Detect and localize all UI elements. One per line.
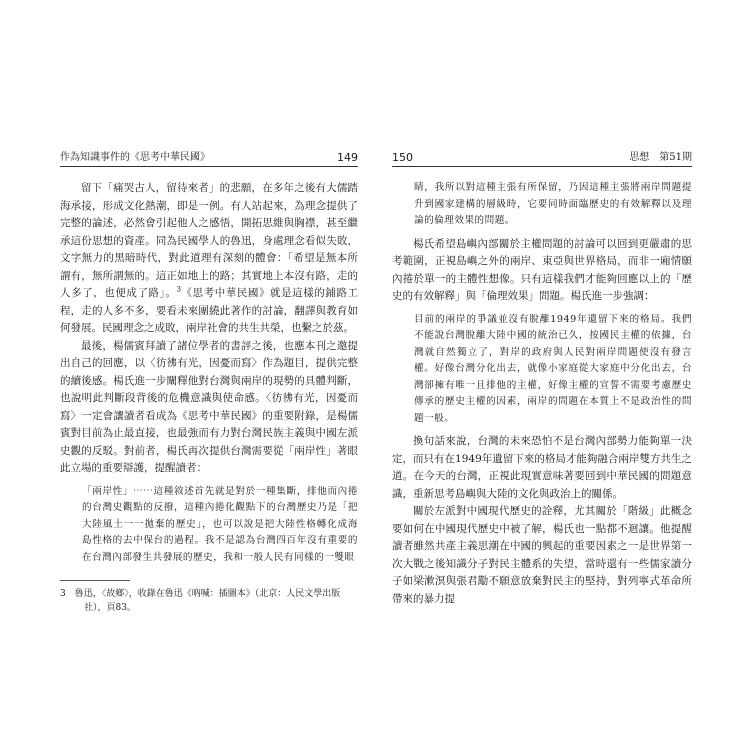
left-block-quote: 「兩岸性」⋯⋯這種敘述首先就是對於一種集斷，排他而內捲的台灣史觀點的反撥，這種內捲化觀點下的台灣歷史乃是「把大陸風土一一拋棄的歷史」，也可以說是把大陸性格轉化成海島性格的去中保台的過程。我不是認為台灣四百年沒有重要的在台灣內部發生共發展的歷史，我和一般人民有同樣的一雙眼 [82, 485, 358, 563]
right-paragraph-3: 關於左派對中國現代歷史的詮釋，尤其關於「階級」此概念要如何在中國現代歷史中被了解，楊氏也一點都不迴讓。他提醒讀者雖然共產主義思潮在中國的興起的重要因素之一是世界第一次大戰之後知識分子對民主體系的失望，當時還有一些儒家讀分子如梁漱溟與張君勱不願意放棄對民主的堅持，對列寧式革命所帶來的暴力提 [392, 505, 692, 605]
left-paragraph-1-end: 《思考中華民國》就是這樣的鋪路工程，走的人多不多，要看未來團繞此著作的討論，翻譯與教育如何發展。民國理念之成敗，兩岸社會的共生共榮，也繫之於茲。 [60, 287, 359, 334]
right-page-number: 150 [392, 151, 413, 164]
left-page [60, 150, 359, 613]
right-page [392, 150, 692, 605]
left-paragraph-1-text: 留下「痛哭古人，留待來者」的悲願，在多年之後有大儒踏海承接，形成文化熱潮，即是一例。有人站起來，為理念提供了完整的論述，必然會引起他人之感悟，開拓思維與胸襟，甚至繼承這份思想的資產。同為民國學人的魯迅，身處理念看似失敗，文字無力的黑暗時代，對此道理有深刻的體會：「希望是無本所謂有，無所謂無的。這正如地上的路；其實地上本沒有路，走的人多了，也便成了路」。 [60, 182, 358, 299]
footnote-divider [60, 580, 130, 581]
right-block-quote: 目前的兩岸的爭議並沒有脫離1949年遺留下來的格局。我們不能說台灣脫離大陸中國的統治已久，按國民主權的依據，台灣就自然獨立了，對岸的政府與人民對兩岸問題使沒有發言權。好像台灣分化出去，就像小家庭從大家庭中分化出去，台灣卻擁有唯一且排他的主權，好像主權的宣誓不需要考慮歷史傳承的歷史主權的因素，兩岸的問題在本質上不是政治性的問題一般。 [414, 313, 692, 424]
right-header-title: 思想 第51期 [629, 152, 692, 163]
right-paragraph-1: 楊氏希望島嶼內部關於主權問題的討論可以回到更嚴肅的思考範圍，正視島嶼之外的兩岸、東亞與世界格局，而非一廂情願內捲於單一的主體性想像。只有這樣我們才能夠回應以上的「歷史的有效解釋」與「倫理效果」問題。楊氏進一步強調： [392, 237, 692, 302]
right-quote-continuation: 睛，我所以對這種主張有所保留，乃因這種主張將兩岸問題提升到國家建構的層級時，它要同時面臨歷史的有效解釋以及理論的倫理效果的問題。 [414, 182, 692, 226]
right-page-header [392, 150, 692, 167]
left-header-title: 作為知識事件的《思考中華民國》 [60, 152, 210, 163]
left-paragraph-2: 最後，楊儒賓拜讀了諸位學者的書評之後，也應本刊之邀提出自己的回應，以〈彷彿有光，因憂而寫〉作為題目，提供完整的續後感。楊氏進一步闡釋他對台灣與兩岸的現勢的具體判斷，也說明此判斷段背後的危機意識與使命感。〈彷彿有光，因憂而寫〉一定會讓讀者看成為《思考中華民國》的重要附錄，是楊儒賓對目前為止最直接，也最強而有力對台灣民族主義與中國左派史觀的反駁。對前者，楊氏再次提供台灣需要從「兩岸性」著眼此立場的重要辯護，提醒讀者： [60, 339, 358, 474]
left-body [60, 180, 358, 615]
left-page-number: 149 [337, 151, 358, 164]
footnote-reference: 3 [176, 285, 181, 294]
footnote-3: 3 魯迅，〈故鄉〉，收錄在魯迅《吶喊：插圖本》（北京：人民文學出版社），頁83。 [60, 589, 341, 613]
left-page-header [60, 150, 358, 167]
right-body [392, 180, 692, 608]
right-paragraph-2: 換句話來說，台灣的未來恐怕不是台灣內部勢力能夠單一決定，而只有在1949年遺留下來的格局才能夠融合兩岸雙方共生之道。在今天的台灣，正視此現實意味著要回到中華民國的問題意識，重新思考島嶼與大陸的文化與政治上的關係。 [392, 435, 692, 500]
left-paragraph-1 [60, 180, 358, 338]
